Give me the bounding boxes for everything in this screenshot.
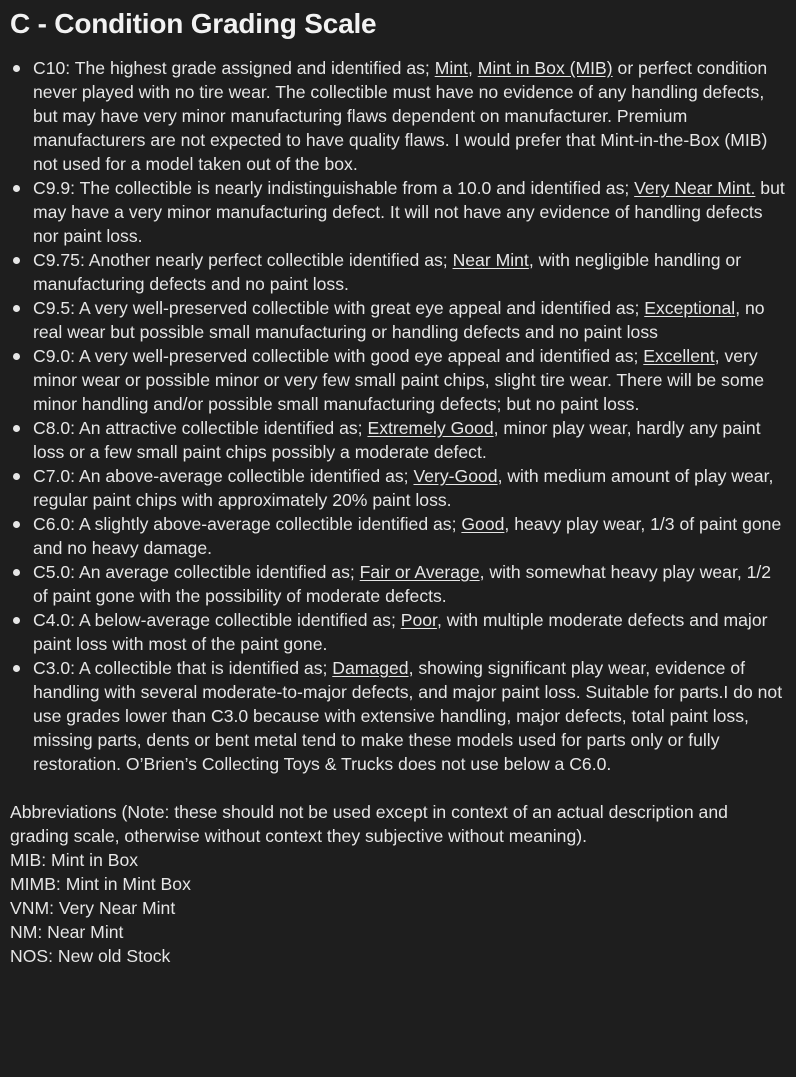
page-title: C - Condition Grading Scale [10,8,377,39]
abbreviation-item: MIB: Mint in Box [10,850,139,870]
abbreviations-intro: Abbreviations (Note: these should not be used except in context of an actual description and grading scale, otherwise without context they subjective without meaning). [10,802,728,846]
grade-term-extremely-good: Extremely Good [367,418,494,438]
grade-text: C9.75: Another nearly perfect collectible identified as; [33,250,453,270]
grade-text: , with somewhat heavy play wear, 1/2 of paint gone with the possibility of moderate defects. [33,562,772,606]
grade-term-poor: Poor [400,610,437,630]
grade-term-good: Good [461,514,505,534]
grade-c9-0 [33,344,788,416]
spacer [10,776,788,800]
grade-c5-0 [33,560,788,608]
grade-text: , with multiple moderate defects and major paint loss with most of the paint gone. [33,610,768,654]
grade-text: , very minor wear or possible minor or very few small paint chips, slight tire wear. There will be some minor handling and/or possible small manufacturing defects; but no paint loss. [33,346,765,414]
grade-text: C8.0: An attractive collectible identified as; [33,418,368,438]
grade-text: , no real wear but possible small manufacturing or handling defects and no paint loss [33,298,765,342]
grade-c8-0 [33,416,788,464]
grade-term-damaged: Damaged [332,658,409,678]
grade-c9-75 [33,248,788,296]
grade-term-joiner: , [467,58,478,78]
grade-text: C5.0: An average collectible identified as; [33,562,360,582]
grade-term-mint-in-box: Mint in Box (MIB) [477,58,613,78]
grade-c9-5 [33,296,788,344]
grade-text: C10: The highest grade assigned and identified as; [33,58,435,78]
grade-text: or perfect condition never played with no tire wear. The collectible must have no evidence of any handling defects, but may have very minor manufacturing flaws dependent on manufacturer. Premium manufacturers are not expected to have quality flaws. I would prefer that Mint-in-the-Box (MIB) not used for a model taken out of the box. [33,58,768,174]
grade-term-near-mint: Near Mint [452,250,529,270]
grade-text: C4.0: A below-average collectible identified as; [33,610,401,630]
grade-c6-0 [33,512,788,560]
grade-text: but may have a very minor manufacturing defect. It will not have any evidence of handling defects nor paint loss. [33,178,785,246]
grade-text: C7.0: An above-average collectible identified as; [33,466,414,486]
abbreviation-item: MIMB: Mint in Mint Box [10,874,191,894]
grade-text: C9.9: The collectible is nearly indistinguishable from a 10.0 and identified as; [33,178,635,198]
grade-text: C9.5: A very well-preserved collectible with great eye appeal and identified as; [33,298,645,318]
grading-scale-list [10,56,788,776]
grade-c4-0 [33,608,788,656]
grade-term-exceptional: Exceptional [644,298,736,318]
abbreviation-item: VNM: Very Near Mint [10,898,176,918]
grade-term-very-good: Very-Good [413,466,498,486]
abbreviations-section [10,800,788,968]
grade-term-mint: Mint [434,58,468,78]
grade-text: , showing significant play wear, evidence of handling with several moderate-to-major defects, and major paint loss. Suitable for parts.I do not use grades lower than C3.0 because with extensive handling, major defects, total paint loss, missing parts, dents or bent metal tend to make these models used for parts only or fully restoration. O’Brien’s Collecting Toys & Trucks does not use below a C6.0. [33,658,783,774]
abbreviation-item: NM: Near Mint [10,922,124,942]
grade-text: , with negligible handling or manufacturing defects and no paint loss. [33,250,742,294]
grade-text: , minor play wear, hardly any paint loss or a few small paint chips possibly a moderate defect. [33,418,761,462]
grade-c3-0 [33,656,788,776]
grade-term-fair-or-average: Fair or Average [359,562,480,582]
abbreviation-item: NOS: New old Stock [10,946,171,966]
grade-term-excellent: Excellent [643,346,715,366]
grade-text: , with medium amount of play wear, regular paint chips with approximately 20% paint loss. [33,466,774,510]
grade-text: , heavy play wear, 1/3 of paint gone and no heavy damage. [33,514,782,558]
grade-c10 [33,56,788,176]
grade-text: C3.0: A collectible that is identified as; [33,658,333,678]
grade-text: C6.0: A slightly above-average collectible identified as; [33,514,462,534]
grade-term-very-near-mint: Very Near Mint. [634,178,756,198]
grade-c7-0 [33,464,788,512]
grade-text: C9.0: A very well-preserved collectible with good eye appeal and identified as; [33,346,644,366]
grade-c9-9 [33,176,788,248]
